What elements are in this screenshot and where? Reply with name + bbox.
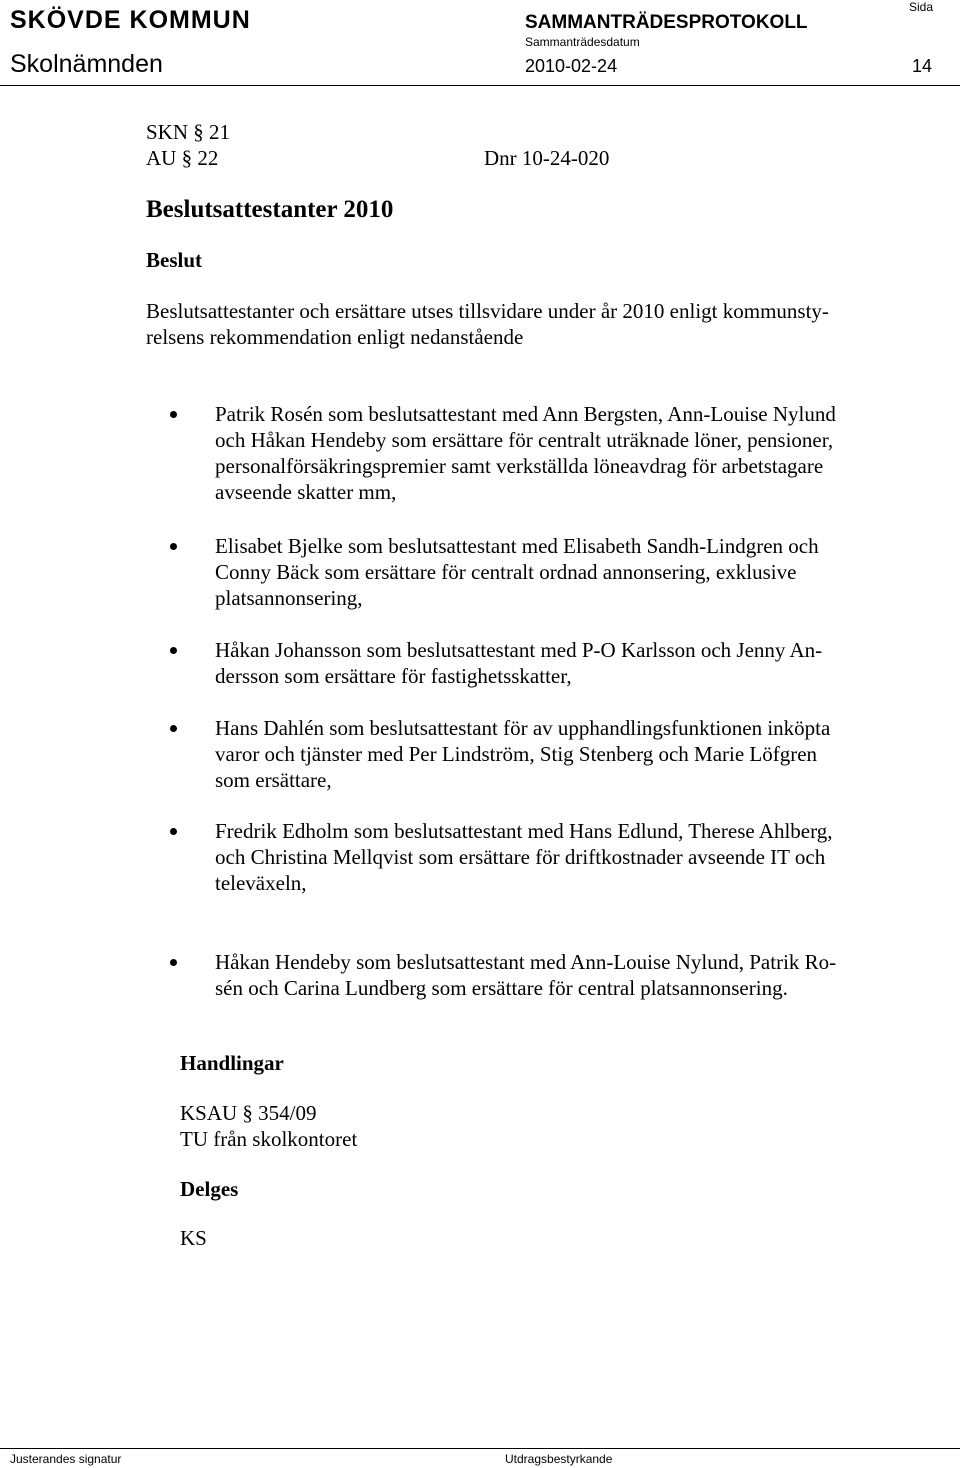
au-reference: AU § 22	[146, 146, 219, 170]
list-item	[215, 818, 915, 896]
document-item: TU från skolkontoret	[180, 1127, 358, 1151]
bullet-icon	[170, 959, 177, 966]
list-item-line: avseende skatter mm,	[215, 480, 397, 504]
page-number: 14	[912, 56, 933, 76]
bullet-icon	[170, 411, 177, 418]
list-item-line: och Christina Mellqvist som ersättare för driftkostnader avseende IT och	[215, 845, 826, 869]
list-item-line: televäxeln,	[215, 871, 307, 895]
document-title: Beslutsattestanter 2010	[146, 196, 394, 223]
list-item	[215, 715, 915, 793]
signature-label: Justerandes signatur	[10, 1452, 122, 1466]
list-item-line: Fredrik Edholm som beslutsattestant med Hans Edlund, Therese Ahlberg,	[215, 819, 833, 843]
header-divider	[0, 85, 960, 86]
list-item-line: Patrik Rosén som beslutsattestant med Ann Bergsten, Ann-Louise Nylund	[215, 402, 836, 426]
list-item-line: som ersättare,	[215, 768, 332, 792]
extract-label: Utdragsbestyrkande	[505, 1452, 613, 1466]
decision-heading: Beslut	[146, 248, 203, 272]
intro-text-line-2: relsens rekommendation enligt nedanstående	[146, 325, 524, 349]
list-item-line: platsannonsering,	[215, 586, 363, 610]
bullet-icon	[170, 725, 177, 732]
document-item: KSAU § 354/09	[180, 1101, 317, 1125]
documents-heading: Handlingar	[180, 1051, 284, 1075]
list-item-line: sén och Carina Lundberg som ersättare för central platsannonsering.	[215, 976, 788, 1000]
document-type: SAMMANTRÄDESPROTOKOLL	[525, 12, 808, 33]
list-item	[215, 401, 915, 505]
bullet-icon	[170, 828, 177, 835]
footer-divider	[0, 1448, 960, 1449]
list-item-line: Elisabet Bjelke som beslutsattestant med Elisabeth Sandh-Lindgren och	[215, 534, 819, 558]
list-item-line: Håkan Hendeby som beslutsattestant med Ann-Louise Nylund, Patrik Ro-	[215, 950, 837, 974]
list-item-line: Håkan Johansson som beslutsattestant med P-O Karlsson och Jenny An-	[215, 638, 823, 662]
organization-name: SKÖVDE KOMMUN	[10, 6, 251, 34]
committee-name: Skolnämnden	[10, 50, 163, 78]
list-item-line: personalförsäkringspremier samt verkställda löneavdrag för arbetstagare	[215, 454, 824, 478]
list-item	[215, 637, 915, 689]
skn-reference: SKN § 21	[146, 120, 231, 144]
list-item	[215, 533, 915, 611]
bullet-icon	[170, 543, 177, 550]
list-item-line: varor och tjänster med Per Lindström, Stig Stenberg och Marie Löfgren	[215, 742, 818, 766]
page-label: Sida	[909, 0, 934, 14]
meeting-date: 2010-02-24	[525, 56, 618, 76]
list-item-line: dersson som ersättare för fastighetsskatter,	[215, 664, 572, 688]
bullet-icon	[170, 647, 177, 654]
dnr-reference: Dnr 10-24-020	[484, 146, 610, 170]
date-label: Sammanträdesdatum	[525, 35, 640, 49]
distribution-heading: Delges	[180, 1177, 239, 1201]
list-item	[215, 949, 915, 1001]
distribution-item: KS	[180, 1226, 207, 1250]
intro-text-line-1: Beslutsattestanter och ersättare utses tillsvidare under år 2010 enligt kommunsty-	[146, 299, 829, 323]
list-item-line: Conny Bäck som ersättare för centralt ordnad annonsering, exklusive	[215, 560, 797, 584]
list-item-line: Hans Dahlén som beslutsattestant för av upphandlingsfunktionen inköpta	[215, 716, 831, 740]
list-item-line: och Håkan Hendeby som ersättare för centralt uträknade löner, pensioner,	[215, 428, 834, 452]
